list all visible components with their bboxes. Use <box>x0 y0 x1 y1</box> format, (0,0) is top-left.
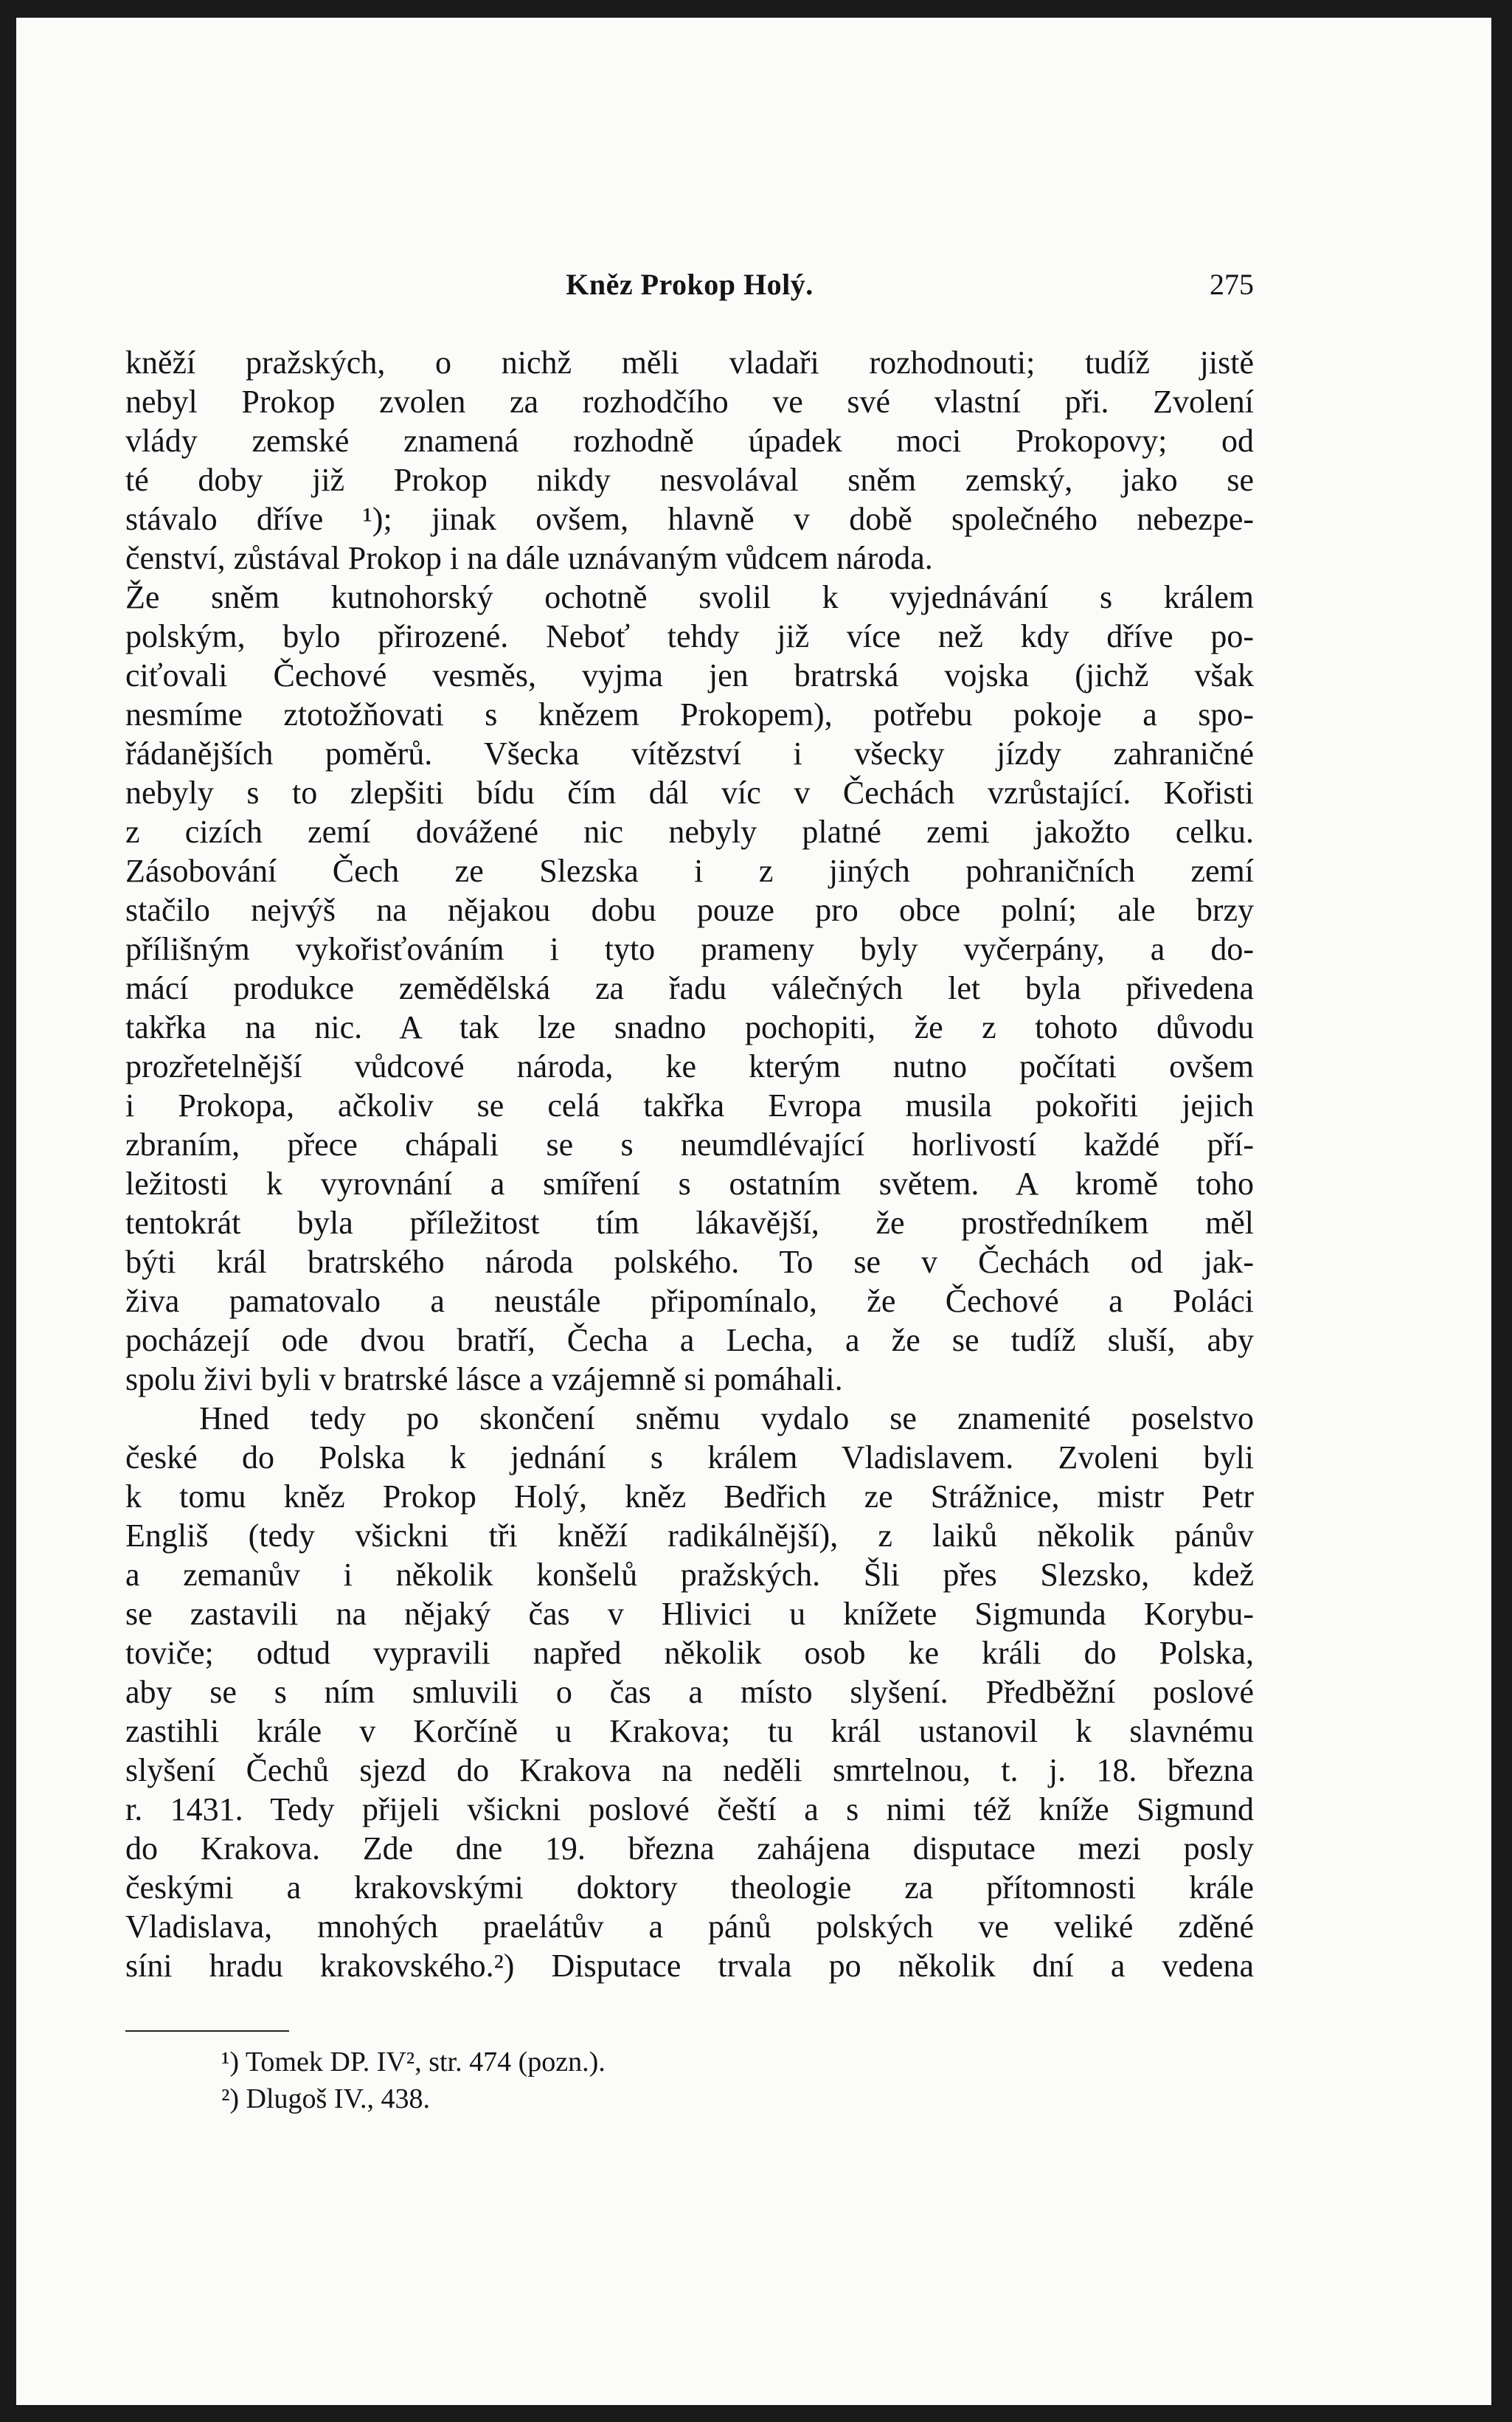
text-line: nebyly s to zlepšiti bídu čím dál víc v Čechách vzrůstající. Kořisti <box>125 775 1254 811</box>
text-line: slyšení Čechů sjezd do Krakova na neděli smrtelnou, t. j. 18. března <box>125 1752 1254 1788</box>
text-line: Vladislava, mnohých praelátův a pánů polských ve veliké zděné <box>125 1909 1254 1945</box>
footnote: ¹) Tomek DP. IV², str. 474 (pozn.). <box>221 2046 606 2077</box>
footnotes <box>221 2044 885 2117</box>
text-line: i Prokopa, ačkoliv se celá takřka Evropa musila pokořiti jejich <box>125 1087 1254 1124</box>
text-line: toviče; odtud vypravili napřed několik osob ke králi do Polska, <box>125 1635 1254 1671</box>
text-line: přílišným vykořisťováním i tyto prameny byly vyčerpány, a do- <box>125 931 1254 967</box>
text-line: kněží pražských, o nichž měli vladaři rozhodnouti; tudíž jistě <box>125 345 1254 381</box>
text-line: té doby již Prokop nikdy nesvolával sněm zemský, jako se <box>125 462 1254 498</box>
text-line: zastihli krále v Korčíně u Krakova; tu král ustanovil k slavnému <box>125 1713 1254 1749</box>
text-line: do Krakova. Zde dne 19. března zahájena disputace mezi posly <box>125 1830 1254 1866</box>
text-line: síni hradu krakovského.²) Disputace trvala po několik dní a vedena <box>125 1948 1254 1984</box>
text-line: se zastavili na nějaký čas v Hlivici u knížete Sigmunda Korybu- <box>125 1596 1254 1632</box>
text-line: nesmíme ztotožňovati s knězem Prokopem), potřebu pokoje a spo- <box>125 696 1254 733</box>
text-line: takřka na nic. A tak lze snadno pochopiti, že z tohoto důvodu <box>125 1009 1254 1045</box>
text-line: býti král bratrského národa polského. To se v Čechách od jak- <box>125 1244 1254 1280</box>
page-header <box>125 267 1254 311</box>
text-line: Že sněm kutnohorský ochotně svolil k vyjednávání s králem <box>125 579 1254 615</box>
page-number: 275 <box>1210 268 1254 301</box>
text-line: nebyl Prokop zvolen za rozhodčího ve své vlastní při. Zvolení <box>125 384 1254 420</box>
text-line: Engliš (tedy všickni tři kněží radikálnější), z laiků několik pánův <box>125 1518 1254 1554</box>
running-title: Kněz Prokop Holý. <box>566 268 814 301</box>
text-line: r. 1431. Tedy přijeli všickni poslové čeští a s nimi též kníže Sigmund <box>125 1791 1254 1827</box>
text-line: Hned tedy po skončení sněmu vydalo se znamenité poselstvo <box>199 1400 1254 1436</box>
text-line: českými a krakovskými doktory theologie za přítomnosti krále <box>125 1869 1254 1906</box>
text-line: ležitosti k vyrovnání a smíření s ostatním světem. A kromě toho <box>125 1166 1254 1202</box>
text-line: a zemanův i několik konšelů pražských. Šli přes Slezsko, kdež <box>125 1557 1254 1593</box>
text-line: řádanějších poměrů. Všecka vítězství i všecky jízdy zahraničné <box>125 736 1254 772</box>
text-line: pocházejí ode dvou bratří, Čecha a Lecha, a že se tudíž sluší, aby <box>125 1322 1254 1358</box>
text-line: k tomu kněz Prokop Holý, kněz Bedřich ze Strážnice, mistr Petr <box>125 1478 1254 1515</box>
text-line: prozřetelnější vůdcové národa, ke kterým nutno počítati ovšem <box>125 1048 1254 1084</box>
text-line: čenství, zůstával Prokop i na dále uznávaným vůdcem národa. <box>125 540 933 576</box>
text-line: stávalo dříve ¹); jinak ovšem, hlavně v době společného nebezpe- <box>125 501 1254 537</box>
text-line: vlády zemské znamená rozhodně úpadek moci Prokopovy; od <box>125 423 1254 459</box>
text-line: aby se s ním smluvili o čas a místo slyšení. Předběžní poslové <box>125 1674 1254 1710</box>
text-line: ciťovali Čechové vesměs, vyjma jen bratrská vojska (jichž však <box>125 657 1254 693</box>
footnote: ²) Dlugoš IV., 438. <box>221 2083 431 2114</box>
text-line: české do Polska k jednání s králem Vladislavem. Zvoleni byli <box>125 1439 1254 1475</box>
text-line: stačilo nejvýš na nějakou dobu pouze pro obce polní; ale brzy <box>125 892 1254 928</box>
body-text <box>125 343 1254 1985</box>
text-line: polským, bylo přirozené. Neboť tehdy již více než kdy dříve po- <box>125 618 1254 654</box>
text-line: tentokrát byla příležitost tím lákavější, že prostředníkem měl <box>125 1205 1254 1241</box>
text-line: spolu živi byli v bratrské lásce a vzájemně si pomáhali. <box>125 1361 843 1397</box>
text-line: Zásobování Čech ze Slezska i z jiných pohraničních zemí <box>125 853 1254 889</box>
footnote-rule <box>125 2030 289 2032</box>
text-line: živa pamatovalo a neustále připomínalo, že Čechové a Poláci <box>125 1283 1254 1319</box>
text-line: mácí produkce zemědělská za řadu válečných let byla přivedena <box>125 970 1254 1006</box>
text-line: zbraním, přece chápali se s neumdlévající horlivostí každé pří- <box>125 1127 1254 1163</box>
text-line: z cizích zemí dovážené nic nebyly platné zemi jakožto celku. <box>125 814 1254 850</box>
